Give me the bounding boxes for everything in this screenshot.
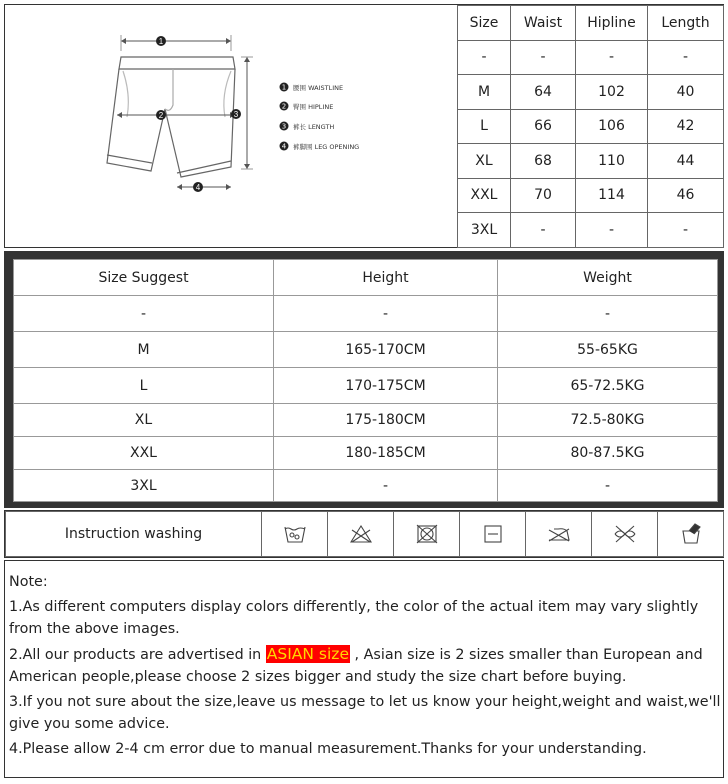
size-suggest-header xyxy=(14,260,718,296)
svg-text:4: 4 xyxy=(195,183,201,192)
table-cell: 68 xyxy=(511,144,576,179)
size-suggest-section xyxy=(4,251,724,508)
table-row xyxy=(458,178,724,213)
svg-text:臀围 HIPLINE: 臀围 HIPLINE xyxy=(293,103,334,111)
header-cell: Height xyxy=(274,260,498,296)
washing-table xyxy=(5,511,724,557)
table-cell: 3XL xyxy=(14,470,274,502)
table-cell: - xyxy=(576,40,648,75)
table-row xyxy=(14,296,718,332)
table-cell: - xyxy=(648,213,724,248)
table-cell: - xyxy=(648,40,724,75)
note-3: 3.If you not sure about the size,leave us message to let us know your height,weight and waist,we'll give you some advice. xyxy=(9,693,721,732)
legend-leg-opening xyxy=(280,142,360,152)
svg-text:3: 3 xyxy=(233,110,239,119)
dry-flat-icon xyxy=(460,512,526,557)
svg-text:1: 1 xyxy=(281,83,287,92)
note-2-before: 2.All our products are advertised in xyxy=(9,646,266,663)
table-cell: - xyxy=(576,213,648,248)
table-cell: 180-185CM xyxy=(274,437,498,470)
table-cell: M xyxy=(458,75,511,110)
table-cell: 65-72.5KG xyxy=(498,368,718,404)
header-cell: Size Suggest xyxy=(14,260,274,296)
table-cell: 175-180CM xyxy=(274,404,498,437)
table-cell: 80-87.5KG xyxy=(498,437,718,470)
table-cell: - xyxy=(511,40,576,75)
table-cell: XXL xyxy=(14,437,274,470)
header-cell: Weight xyxy=(498,260,718,296)
table-cell: 114 xyxy=(576,178,648,213)
hand-wash-icon xyxy=(262,512,328,557)
do-not-tumble-dry-icon xyxy=(394,512,460,557)
table-row xyxy=(458,40,724,75)
svg-text:裤长 LENGTH: 裤长 LENGTH xyxy=(293,123,335,131)
svg-text:裤脚围 LEG OPENING: 裤脚围 LEG OPENING xyxy=(293,143,360,151)
svg-text:4: 4 xyxy=(281,142,287,151)
table-cell: 170-175CM xyxy=(274,368,498,404)
table-cell: L xyxy=(458,109,511,144)
svg-text:腰围 WAISTLINE: 腰围 WAISTLINE xyxy=(293,84,344,92)
table-cell: 40 xyxy=(648,75,724,110)
table-row xyxy=(14,368,718,404)
table-cell: - xyxy=(458,40,511,75)
table-cell: XL xyxy=(458,144,511,179)
table-row xyxy=(458,75,724,110)
table-cell: - xyxy=(498,296,718,332)
size-chart-section xyxy=(4,4,724,248)
size-table-header xyxy=(458,6,724,41)
wash-bag-icon xyxy=(658,512,724,557)
iron-low-icon xyxy=(526,512,592,557)
shorts-diagram xyxy=(5,5,457,247)
table-cell: 70 xyxy=(511,178,576,213)
note-2 xyxy=(9,643,723,689)
svg-text:2: 2 xyxy=(281,102,287,111)
legend-length xyxy=(280,122,335,132)
table-cell: - xyxy=(14,296,274,332)
header-cell: Waist xyxy=(511,6,576,41)
table-cell: L xyxy=(14,368,274,404)
table-cell: XL xyxy=(14,404,274,437)
header-cell: Length xyxy=(648,6,724,41)
table-row xyxy=(458,213,724,248)
table-cell: - xyxy=(274,470,498,502)
table-row xyxy=(458,109,724,144)
table-row xyxy=(14,437,718,470)
svg-text:2: 2 xyxy=(158,111,164,120)
table-row xyxy=(14,332,718,368)
table-cell: - xyxy=(498,470,718,502)
table-cell: 102 xyxy=(576,75,648,110)
notes-section xyxy=(4,560,724,778)
header-cell: Size xyxy=(458,6,511,41)
table-row xyxy=(458,144,724,179)
table-cell: - xyxy=(511,213,576,248)
washing-section xyxy=(4,510,724,558)
note-4: 4.Please allow 2-4 cm error due to manual measurement.Thanks for your understanding. xyxy=(9,740,647,757)
table-cell: 165-170CM xyxy=(274,332,498,368)
table-cell: 42 xyxy=(648,109,724,144)
marker-4 xyxy=(193,182,203,192)
table-cell: - xyxy=(274,296,498,332)
table-cell: 64 xyxy=(511,75,576,110)
size-suggest-table xyxy=(13,259,718,502)
table-cell: 44 xyxy=(648,144,724,179)
header-cell: Hipline xyxy=(576,6,648,41)
svg-text:3: 3 xyxy=(281,122,287,131)
table-cell: 72.5-80KG xyxy=(498,404,718,437)
washing-label: Instruction washing xyxy=(6,512,262,557)
table-cell: 110 xyxy=(576,144,648,179)
table-cell: M xyxy=(14,332,274,368)
do-not-dry-clean-icon xyxy=(592,512,658,557)
asian-size-highlight: ASIAN size xyxy=(266,644,349,663)
table-cell: 106 xyxy=(576,109,648,144)
table-row xyxy=(14,470,718,502)
legend-waistline xyxy=(280,83,344,93)
table-cell: XXL xyxy=(458,178,511,213)
table-row xyxy=(14,404,718,437)
do-not-bleach-icon xyxy=(328,512,394,557)
svg-text:1: 1 xyxy=(158,37,164,46)
legend-hipline xyxy=(280,102,334,112)
size-table xyxy=(457,5,724,248)
marker-3 xyxy=(231,109,241,119)
marker-1 xyxy=(156,36,166,46)
marker-2 xyxy=(156,110,166,120)
table-cell: 55-65KG xyxy=(498,332,718,368)
notes-title: Note: xyxy=(9,574,48,590)
table-cell: 66 xyxy=(511,109,576,144)
table-cell: 3XL xyxy=(458,213,511,248)
note-2-after: , Asian size is 2 sizes smaller than European and American people,please choose 2 sizes bigger and study the size chart before buying. xyxy=(9,646,703,685)
table-cell: 46 xyxy=(648,178,724,213)
note-1: 1.As different computers display colors differently, the color of the actual item may vary slightly from the above images. xyxy=(9,598,699,637)
